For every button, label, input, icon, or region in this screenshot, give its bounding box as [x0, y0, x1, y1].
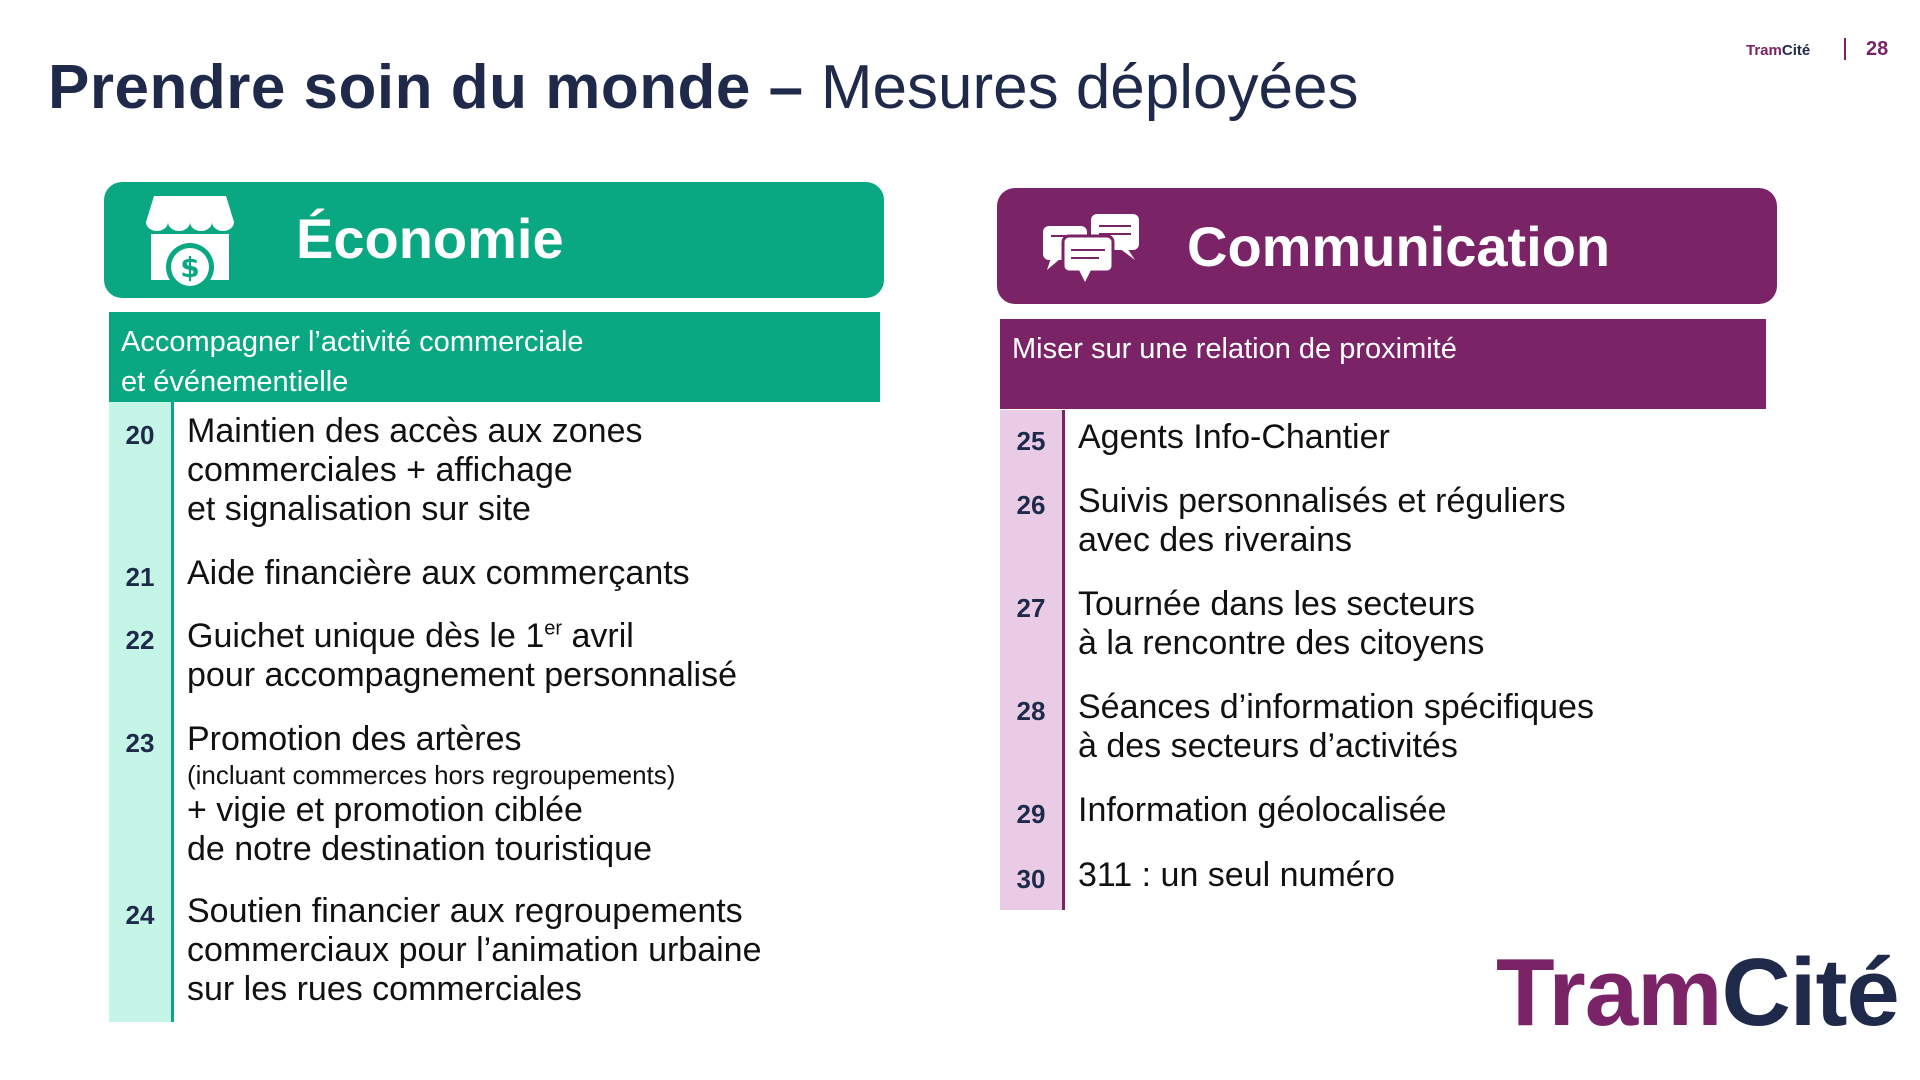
- item-text: [187, 412, 642, 529]
- item-number: 23: [125, 728, 155, 758]
- page-title: [48, 52, 1358, 123]
- economie-subheading-line1: Accompagner l’activité commerciale: [121, 326, 584, 358]
- economie-subheading: [109, 312, 880, 402]
- item-text: [187, 892, 762, 1009]
- item-line: Suivis personnalisés et réguliers: [1078, 482, 1566, 520]
- item-line: Tournée dans les secteurs: [1078, 585, 1475, 623]
- tramcite-logo: [1496, 938, 1899, 1048]
- item-line: de notre destination touristique: [187, 830, 652, 868]
- header-brand: [1746, 42, 1810, 59]
- logo-part1: Tram: [1496, 939, 1722, 1046]
- item-text: [1078, 418, 1390, 457]
- item-number: 26: [1016, 490, 1046, 520]
- item-line: à des secteurs d’activités: [1078, 727, 1458, 765]
- item-text: [1078, 585, 1484, 663]
- page-number: 28: [1866, 38, 1889, 60]
- ordinal-suffix: er: [544, 617, 563, 640]
- item-number: 29: [1016, 799, 1046, 829]
- economie-heading: Économie: [296, 207, 564, 270]
- item-number: 27: [1016, 593, 1046, 623]
- item-line: Séances d’information spécifiques: [1078, 688, 1594, 726]
- item-line: sur les rues commerciales: [187, 970, 582, 1008]
- storefront-dollar-icon: [140, 192, 240, 297]
- item-line: 311 : un seul numéro: [1078, 856, 1395, 894]
- item-note: (incluant commerces hors regroupements): [187, 760, 676, 790]
- economie-measures-list: [109, 402, 809, 1022]
- item-line: Agents Info-Chantier: [1078, 418, 1390, 456]
- item-number: 25: [1016, 426, 1046, 456]
- communication-heading: Communication: [1187, 215, 1611, 278]
- item-number: 20: [125, 420, 155, 450]
- communication-subheading: Miser sur une relation de proximité: [1000, 319, 1766, 409]
- item-text: [1078, 791, 1447, 830]
- item-text: [187, 554, 690, 593]
- item-line: Aide financière aux commerçants: [187, 554, 690, 592]
- item-text: [1078, 688, 1594, 766]
- item-line: Soutien financier aux regroupements: [187, 892, 743, 930]
- item-line: avec des riverains: [1078, 521, 1353, 559]
- page-title-bold: Prendre soin du monde –: [48, 53, 804, 122]
- item-line: et signalisation sur site: [187, 490, 531, 528]
- item-line: Maintien des accès aux zones: [187, 412, 643, 450]
- number-column: [1000, 410, 1065, 910]
- item-number: 22: [125, 625, 155, 655]
- item-line: [187, 617, 737, 656]
- header-brand-part1: Tram: [1746, 42, 1782, 59]
- item-number: 21: [125, 562, 155, 592]
- item-line: Information géolocalisée: [1078, 791, 1447, 829]
- item-number: 28: [1016, 696, 1046, 726]
- communication-measures-list: [1000, 410, 1760, 910]
- item-line-part: avril: [562, 617, 634, 655]
- item-number: 24: [125, 900, 155, 930]
- item-line: commerciaux pour l’animation urbaine: [187, 931, 762, 969]
- item-line-part: Guichet unique dès le 1: [187, 617, 545, 655]
- communication-banner: [997, 188, 1777, 304]
- page-title-rest: Mesures déployées: [803, 53, 1359, 122]
- item-line: à la rencontre des citoyens: [1078, 624, 1485, 662]
- economie-banner: [104, 182, 884, 298]
- header-divider: [1844, 38, 1846, 60]
- item-line: + vigie et promotion ciblée: [187, 791, 583, 829]
- item-text: [1078, 482, 1566, 560]
- logo-part2: Cité: [1721, 939, 1899, 1046]
- item-text: [187, 720, 675, 869]
- item-number: 30: [1016, 864, 1046, 894]
- economie-subheading-line2: et événementielle: [121, 366, 349, 398]
- item-line: pour accompagnement personnalisé: [187, 656, 738, 694]
- svg-text:$: $: [180, 251, 200, 284]
- item-line: Promotion des artères: [187, 720, 522, 758]
- header-brand-part2: Cité: [1781, 42, 1811, 59]
- item-text: [1078, 856, 1395, 895]
- item-line: commerciales + affichage: [187, 451, 573, 489]
- item-text: [187, 617, 737, 695]
- chat-bubbles-icon: [1039, 212, 1143, 289]
